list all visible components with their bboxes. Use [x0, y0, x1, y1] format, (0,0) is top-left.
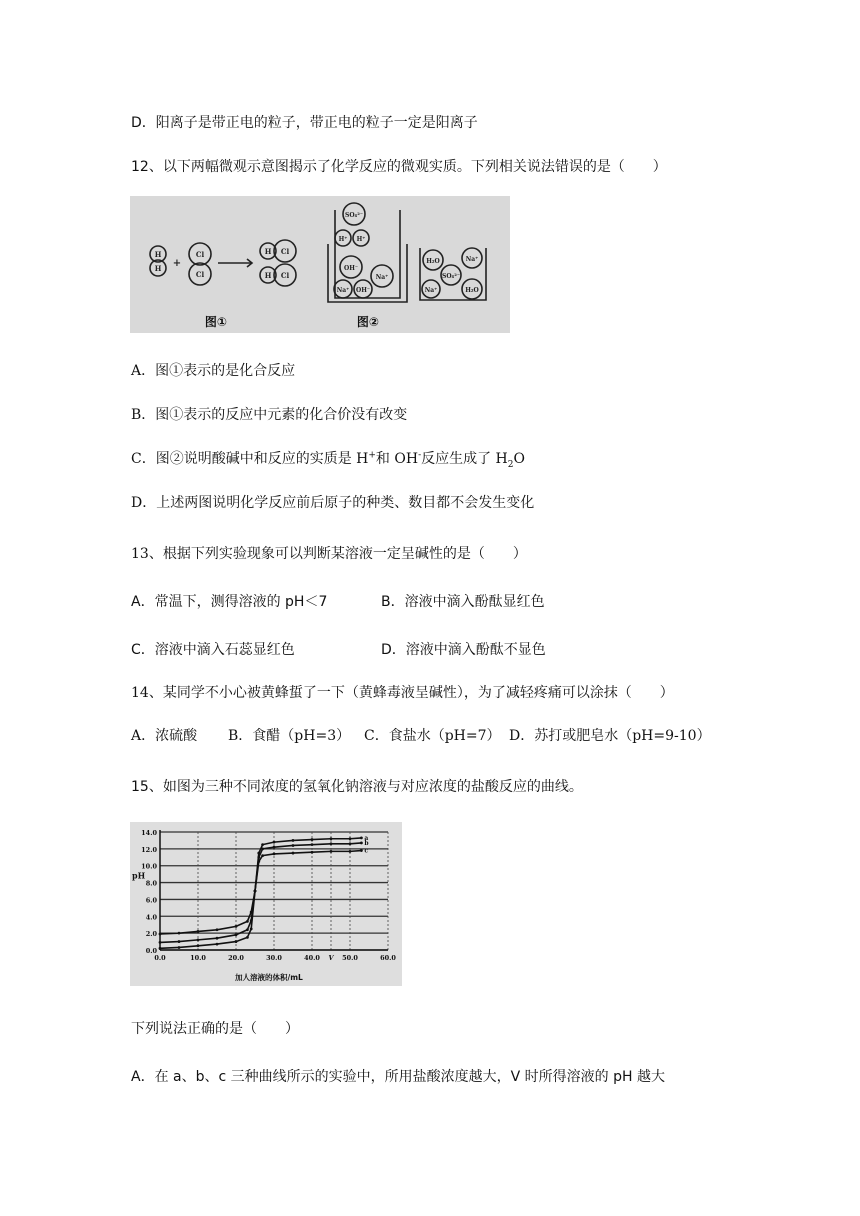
- series-label-b: b: [364, 839, 369, 847]
- fig1-plus: +: [172, 258, 182, 269]
- fig2-na-2: Na⁺: [336, 287, 350, 294]
- fig2-h-plus-2: H⁺: [356, 236, 366, 243]
- data-point-b: [257, 856, 260, 859]
- fig-label-1: 图①: [204, 315, 228, 329]
- data-point-b: [235, 940, 238, 943]
- fig2-so4-2: SO₄²⁻: [442, 273, 460, 280]
- q12-option-c-mid2: 反应生成了 H: [421, 451, 508, 467]
- series-label-c: c: [364, 847, 369, 855]
- data-point-b: [360, 842, 363, 845]
- q15-chart: [130, 822, 402, 986]
- q15-after: 下列说法正确的是（ ）: [131, 1021, 299, 1037]
- data-point-b: [261, 847, 264, 850]
- x-tick-label: 0.0: [154, 954, 166, 962]
- data-point-c: [178, 932, 181, 935]
- data-point-b: [311, 843, 314, 846]
- fig1-cl-label: Cl: [195, 250, 205, 259]
- q13-option-a: A．常温下，测得溶液的 pH＜7: [131, 594, 328, 610]
- q11-option-d: D．阳离子是带正电的粒子，带正电的粒子一定是阳离子: [131, 115, 478, 131]
- data-point-a: [178, 940, 181, 943]
- q12-figure: [130, 196, 510, 333]
- x-tick-label: 10.0: [190, 954, 206, 962]
- y-tick-label: 6.0: [145, 896, 157, 905]
- fig2-h-plus-1: H⁺: [338, 236, 348, 243]
- q15-option-a: A．在 a、b、c 三种曲线所示的实验中，所用盐酸浓度越大，V 时所得溶液的 pH 越大: [131, 1069, 665, 1085]
- oh-minus-sup: -: [418, 450, 422, 461]
- x-tick-label: V: [328, 954, 334, 962]
- data-point-c: [360, 849, 363, 852]
- fig2-na-4: Na⁺: [424, 287, 438, 294]
- q12-option-c-prefix: C．图②说明酸碱中和反应的实质是 H: [131, 451, 369, 467]
- data-point-c: [273, 853, 276, 856]
- data-point-b: [250, 928, 253, 931]
- x-tick-label: 40.0: [304, 954, 320, 962]
- q14-option-c: C．食盐水（pH=7）: [364, 728, 501, 744]
- data-point-b: [178, 946, 181, 949]
- fig1-product-h: H: [264, 247, 272, 256]
- data-point-c: [254, 890, 257, 893]
- data-point-b: [349, 842, 352, 845]
- x-tick-label: 30.0: [266, 954, 282, 962]
- fig2-na-3: Na⁺: [465, 256, 479, 263]
- y-tick-label: 8.0: [145, 879, 157, 888]
- q13-stem: 13、根据下列实验现象可以判断某溶液一定呈碱性的是（ ）: [131, 546, 527, 562]
- x-axis-title: 加人溶液的体积/mL: [235, 973, 303, 982]
- fig2-oh-1: OH⁻: [343, 265, 359, 272]
- x-tick-label: 60.0: [380, 954, 396, 962]
- data-point-c: [246, 920, 249, 923]
- y-tick-label: 0.0: [145, 947, 157, 955]
- q12-option-c: [131, 448, 525, 470]
- data-point-b: [292, 844, 295, 847]
- q14-stem: 14、某同学不小心被黄蜂蜇了一下（黄蜂毒液呈碱性），为了减轻疼痛可以涂抹（ ）: [131, 685, 674, 701]
- q12-figure-svg: [130, 196, 510, 333]
- data-point-a: [235, 933, 238, 936]
- y-tick-label: 10.0: [141, 862, 157, 871]
- q13-option-b: B．溶液中滴入酚酞显红色: [381, 594, 545, 610]
- data-point-a: [261, 843, 264, 846]
- fig-label-2: 图②: [356, 315, 380, 329]
- ph-chart-svg: [130, 822, 402, 986]
- q12-option-d: D．上述两图说明化学反应前后原子的种类、数目都不会发生变化: [131, 495, 535, 511]
- data-point-b: [216, 943, 219, 946]
- q14-option-a: A．浓硫酸: [131, 728, 198, 744]
- data-point-a: [349, 837, 352, 840]
- data-point-a: [330, 837, 333, 840]
- h-plus-sup: +: [368, 450, 376, 461]
- data-point-b: [330, 842, 333, 845]
- data-point-c: [311, 851, 314, 854]
- data-point-b: [197, 944, 200, 947]
- fig2-oh-2: OH⁻: [355, 287, 371, 294]
- fig1-cl-label-2: Cl: [195, 270, 205, 279]
- y-tick-label: 14.0: [141, 829, 157, 837]
- q12-option-a: A．图①表示的是化合反应: [131, 363, 296, 379]
- data-point-c: [349, 850, 352, 853]
- q14-option-b: B．食醋（pH=3）: [228, 728, 351, 744]
- data-point-c: [257, 860, 260, 863]
- y-tick-label: 12.0: [141, 845, 157, 854]
- q15-stem: 15、如图为三种不同浓度的氢氧化钠溶液与对应浓度的盐酸反应的曲线。: [131, 779, 583, 795]
- data-point-c: [250, 911, 253, 914]
- q13-option-d: D．溶液中滴入酚酞不显色: [381, 642, 546, 658]
- data-point-a: [311, 838, 314, 841]
- data-point-c: [261, 854, 264, 857]
- q12-option-c-suffix: O: [513, 451, 525, 467]
- q12-option-c-mid: 和 OH: [375, 451, 419, 467]
- y-tick-label: 4.0: [145, 913, 157, 922]
- fig1-h-label-2: H: [154, 264, 162, 273]
- data-point-a: [273, 841, 276, 844]
- data-point-c: [159, 933, 162, 936]
- data-point-b: [273, 846, 276, 849]
- y-axis-title: pH: [132, 870, 146, 881]
- data-point-c: [330, 850, 333, 853]
- data-point-a: [246, 928, 249, 931]
- x-tick-label: 20.0: [228, 954, 244, 962]
- series-label-a: a: [364, 834, 369, 842]
- fig1-h-label: H: [154, 250, 162, 259]
- h2o-sub: 2: [507, 459, 514, 470]
- q14-option-d: D．苏打或肥皂水（pH=9-10）: [509, 728, 711, 744]
- fig2-na-1: Na⁺: [375, 274, 389, 281]
- data-point-a: [292, 839, 295, 842]
- q12-stem: 12、以下两幅微观示意图揭示了化学反应的微观实质。下列相关说法错误的是（ ）: [131, 159, 667, 175]
- data-point-c: [216, 928, 219, 931]
- data-point-c: [197, 930, 200, 933]
- data-point-c: [235, 925, 238, 928]
- data-point-a: [360, 837, 363, 840]
- data-point-b: [159, 947, 162, 950]
- fig2-so4: SO₄²⁻: [345, 212, 363, 219]
- x-tick-label: 50.0: [342, 954, 358, 962]
- fig1-product-h-2: H: [264, 271, 272, 280]
- fig1-product-cl-2: Cl: [280, 271, 290, 280]
- data-point-a: [216, 937, 219, 940]
- q12-option-b: B．图①表示的反应中元素的化合价没有改变: [131, 407, 408, 423]
- data-point-b: [246, 936, 249, 939]
- data-point-a: [159, 941, 162, 944]
- fig2-h2o-1: H₂O: [426, 258, 440, 265]
- fig1-product-cl: Cl: [280, 247, 290, 256]
- q13-option-c: C．溶液中滴入石蕊显红色: [131, 642, 295, 658]
- y-tick-label: 2.0: [145, 930, 157, 939]
- fig2-h2o-2: H₂O: [465, 287, 479, 294]
- data-point-c: [292, 852, 295, 855]
- data-point-a: [197, 938, 200, 941]
